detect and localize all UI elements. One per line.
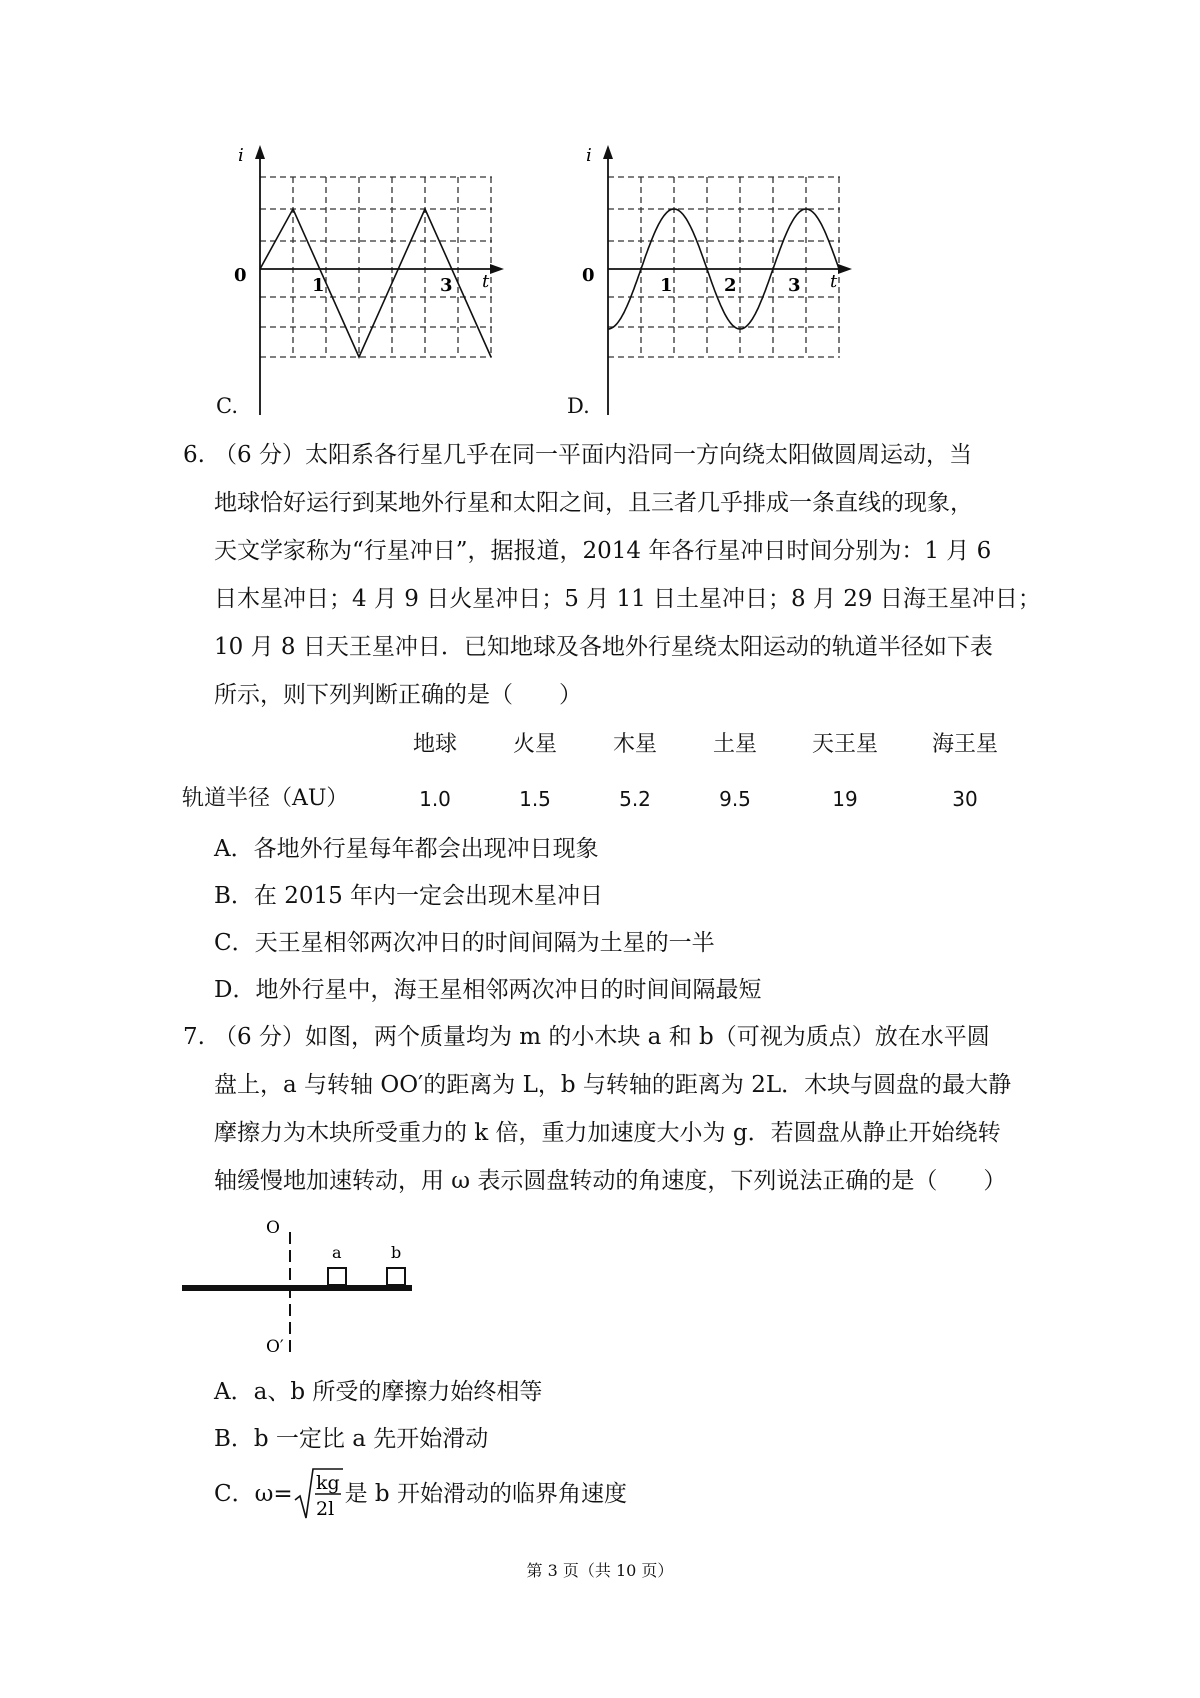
q7-option-a[interactable]: A．a、b 所受的摩擦力始终相等 bbox=[214, 1379, 543, 1405]
q7-line-1: （6 分）如图，两个质量均为 m 的小木块 a 和 b（可视为质点）放在水平圆 bbox=[214, 1024, 990, 1050]
graph-d-origin: 0 bbox=[582, 265, 595, 286]
table-value-jupiter: 5.2 bbox=[619, 787, 651, 811]
graph-d bbox=[578, 145, 878, 420]
table-header-mars: 火星 bbox=[512, 732, 557, 757]
table-header-neptune: 海王星 bbox=[931, 732, 998, 757]
q7-option-b[interactable]: B．b 一定比 a 先开始滑动 bbox=[214, 1426, 489, 1452]
q7-option-c-suffix: 是 b 开始滑动的临界角速度 bbox=[344, 1481, 627, 1507]
q6-line-2: 地球恰好运行到某地外行星和太阳之间，且三者几乎排成一条直线的现象， bbox=[214, 490, 973, 516]
graph-d-option-label: D. bbox=[567, 394, 590, 418]
graph-d-x-label: t bbox=[830, 271, 838, 292]
block-b bbox=[387, 1268, 405, 1285]
table-header-jupiter: 木星 bbox=[612, 732, 657, 757]
q7-line-3: 摩擦力为木块所受重力的 k 倍，重力加速度大小为 g．若圆盘从静止开始绕转 bbox=[214, 1120, 1001, 1146]
q6-line-1: （6 分）太阳系各行星几乎在同一平面内沿同一方向绕太阳做圆周运动，当 bbox=[214, 442, 972, 468]
q6-option-a[interactable]: A．各地外行星每年都会出现冲日现象 bbox=[214, 836, 599, 862]
q7-option-c[interactable] bbox=[214, 1466, 627, 1522]
table-header-saturn: 土星 bbox=[712, 732, 757, 757]
table-value-mars: 1.5 bbox=[519, 787, 551, 811]
q6-option-b[interactable]: B．在 2015 年内一定会出现木星冲日 bbox=[214, 883, 604, 909]
graph-c-x-label: t bbox=[482, 271, 490, 292]
table-value-neptune: 30 bbox=[952, 787, 978, 811]
graph-c-y-label: i bbox=[238, 145, 244, 166]
table-header-uranus: 天王星 bbox=[811, 732, 878, 757]
q6-option-c[interactable]: C．天王星相邻两次冲日的时间间隔为土星的一半 bbox=[214, 930, 715, 956]
table-row-label: 轨道半径（AU） bbox=[182, 786, 349, 811]
q6-line-4: 日木星冲日；4 月 9 日火星冲日；5 月 11 日土星冲日；8 月 29 日海王星冲日； bbox=[214, 586, 1041, 612]
graph-d-tick-3: 3 bbox=[788, 275, 801, 296]
q6-line-3: 天文学家称为“行星冲日”，据报道，2014 年各行星冲日时间分别为：1 月 6 bbox=[214, 538, 992, 564]
axis-top-label: O bbox=[266, 1218, 280, 1238]
q7-number: 7. bbox=[183, 1024, 205, 1050]
disc-figure bbox=[180, 1210, 420, 1360]
sqrt-denominator: 2l bbox=[315, 1498, 334, 1520]
graph-d-y-label: i bbox=[586, 145, 592, 166]
table-header-earth: 地球 bbox=[412, 732, 457, 757]
block-b-label: b bbox=[391, 1243, 402, 1262]
q6-number: 6. bbox=[183, 442, 205, 468]
table-value-earth: 1.0 bbox=[419, 787, 451, 811]
q6-line-6: 所示，则下列判断正确的是（ ） bbox=[214, 682, 582, 708]
graph-c bbox=[230, 145, 530, 420]
triangle-wave bbox=[260, 209, 491, 357]
axis-bottom-label: O′ bbox=[266, 1337, 284, 1357]
q7-option-c-prefix: C．ω= bbox=[214, 1481, 293, 1507]
q7-line-4: 轴缓慢地加速转动，用 ω 表示圆盘转动的角速度，下列说法正确的是（ ） bbox=[214, 1168, 1007, 1194]
graph-c-tick-3: 3 bbox=[440, 275, 453, 296]
graph-c-tick-1: 1 bbox=[312, 275, 325, 296]
graph-c-option-label: C. bbox=[216, 394, 238, 418]
q7-line-2: 盘上，a 与转轴 OO′的距离为 L，b 与转轴的距离为 2L．木块与圆盘的最大静 bbox=[214, 1072, 1012, 1098]
disc bbox=[182, 1285, 412, 1291]
table-value-uranus: 19 bbox=[832, 787, 858, 811]
table-value-saturn: 9.5 bbox=[719, 787, 751, 811]
page-footer: 第 3 页（共 10 页） bbox=[526, 1561, 674, 1580]
graph-d-tick-1: 1 bbox=[660, 275, 673, 296]
q6-option-d[interactable]: D．地外行星中，海王星相邻两次冲日的时间间隔最短 bbox=[214, 977, 762, 1003]
sqrt-numerator: kg bbox=[315, 1472, 340, 1494]
block-a bbox=[328, 1268, 346, 1285]
sqrt-fraction bbox=[293, 1466, 345, 1522]
q6-line-5: 10 月 8 日天王星冲日．已知地球及各地外行星绕太阳运动的轨道半径如下表 bbox=[214, 634, 993, 660]
graph-c-origin: 0 bbox=[234, 265, 247, 286]
block-a-label: a bbox=[332, 1243, 342, 1262]
graph-d-tick-2: 2 bbox=[724, 275, 737, 296]
